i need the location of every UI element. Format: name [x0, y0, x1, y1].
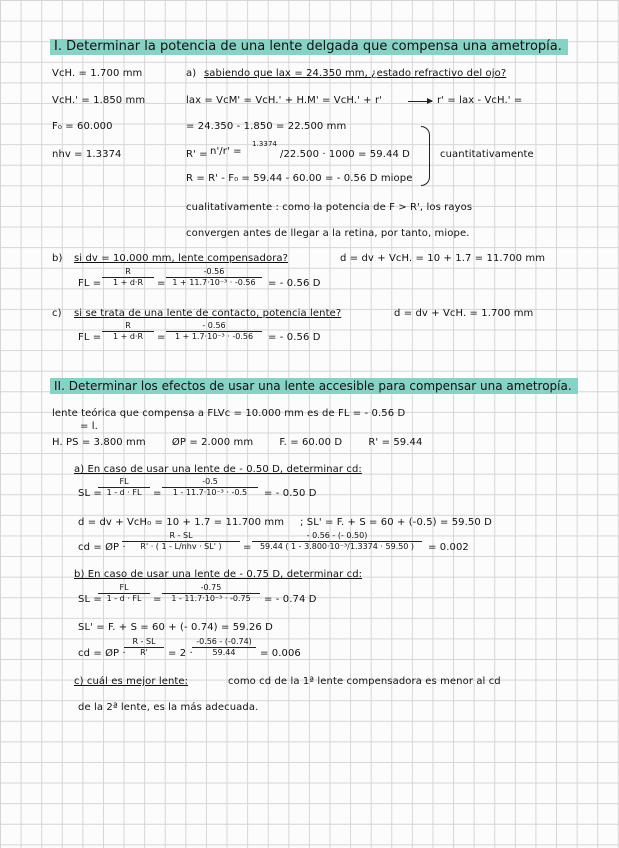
section-2-title: II. Determinar los efectos de usar una lente accesible para compensar una ametropía.	[50, 378, 578, 394]
s2-b-sl-label: SL =	[78, 594, 102, 605]
s2-a-cd-fraction-2	[252, 531, 422, 552]
c-fraction-2-den: 1 + 1.7·10⁻³ · -0.56	[174, 332, 254, 341]
s2-b-cd-fraction-1	[124, 637, 164, 658]
question-c-distance: d = dv + VcH. = 1.700 mm	[394, 308, 534, 319]
theoretical-lens-l: = l.	[80, 421, 98, 432]
equation-r-prime: r' = lax - VcH.' =	[437, 95, 523, 106]
c-fraction-1-den: 1 + d·R	[112, 332, 144, 341]
c-fraction-1-num: R	[125, 321, 131, 330]
s2-a-cd-fraction-2-num: - 0.56 - (- 0.50)	[306, 531, 368, 540]
b-fraction-2	[166, 267, 262, 288]
equation-R: R = R' - F₀ = 59.44 - 60.00 = - 0.56 D miope	[186, 173, 413, 184]
s2-b-cd-fraction-1-den: R'	[140, 648, 148, 657]
question-b-distance: d = dv + VcH. = 10 + 1.7 = 11.700 mm	[340, 253, 546, 264]
s2-a-cd-fraction-1-num: R - SL	[169, 531, 193, 540]
b-fraction-1	[102, 267, 154, 288]
s2-a-fraction-2	[162, 477, 258, 498]
s2-c-answer-1: como cd de la 1ª lente compensadora es menor al cd	[228, 676, 501, 687]
c-fraction-2	[166, 321, 262, 342]
given-vch-prime: VcH.' = 1.850 mm	[52, 95, 146, 106]
s2-a-equals: =	[153, 488, 162, 499]
s2-b-fraction-2	[162, 583, 260, 604]
s2-b-cd-mid: = 2 ·	[168, 648, 193, 659]
s2-a-fraction-2-num: -0.5	[202, 477, 218, 486]
s2-a-cd-fraction-2-den: 59.44 ( 1 - 3.800·10⁻³/1.3374 · 59.50 )	[259, 542, 415, 551]
s2-b-cd-fraction-2-num: -0.56 - (-0.74)	[196, 637, 252, 646]
c-result: = - 0.56 D	[268, 332, 321, 343]
implies-arrow	[408, 101, 432, 102]
question-b-text: si dv = 10.000 mm, lente compensadora?	[74, 253, 289, 264]
theoretical-lens-line: lente teórica que compensa a FLVc = 10.000 mm es de FL = - 0.56 D	[52, 408, 406, 419]
s2-a-sl-label: SL =	[78, 488, 102, 499]
s2-a-distance: d = dv + VcH₀ = 10 + 1.7 = 11.700 mm	[78, 517, 285, 528]
qualitative-line-2: convergen antes de llegar a la retina, por tanto, miope.	[186, 228, 470, 239]
b-result: = - 0.56 D	[268, 278, 321, 289]
s2-a-result: = - 0.50 D	[264, 488, 317, 499]
c-fraction-1	[102, 321, 154, 342]
section-1-title: I. Determinar la potencia de una lente delgada que compensa una ametropía.	[50, 39, 568, 55]
s2-b-fraction-1	[98, 583, 150, 604]
b-equals: =	[157, 278, 166, 289]
equation-R-prime-exp: 1.3374	[252, 140, 278, 148]
s2-b-cd-label: cd = ØP ·	[78, 648, 126, 659]
b-fl-label: FL =	[78, 278, 102, 289]
quantitative-label: cuantitativamente	[440, 149, 534, 160]
c-fl-label: FL =	[78, 332, 102, 343]
s2-b-cd-fraction-2	[192, 637, 256, 658]
given-vch: VcH. = 1.700 mm	[52, 68, 143, 79]
s2-a-cd-result: = 0.002	[428, 542, 469, 553]
s2-a-sl-prime: ; SL' = F. + S = 60 + (-0.5) = 59.50 D	[300, 517, 492, 528]
s2-b-cd-result: = 0.006	[260, 648, 301, 659]
s2-b-fraction-2-num: -0.75	[200, 583, 222, 592]
question-a-label: a)	[186, 68, 197, 79]
equation-lax: lax = VcM' = VcH.' + H.M' = VcH.' + r'	[186, 95, 383, 106]
s2-question-b: b) En caso de usar una lente de - 0.75 D, determinar cd:	[74, 569, 363, 580]
s2-a-fraction-2-den: 1 - 11.7·10⁻³ · -0.5	[172, 488, 248, 497]
s2-a-cd-fraction-1-den: R' · ( 1 - L/nhv · SL' )	[140, 542, 222, 551]
s2-b-fraction-2-den: 1 - 11.7·10⁻³ · -0.75	[171, 594, 251, 603]
b-fraction-1-den: 1 + d·R	[112, 278, 144, 287]
equation-R-prime-rest: /22.500 · 1000 = 59.44 D	[280, 149, 410, 160]
s2-a-fraction-1-num: FL	[119, 477, 129, 486]
section-2-givens: H. PS = 3.800 mm ØP = 2.000 mm F. = 60.00 D R' = 59.44	[52, 437, 423, 448]
equation-R-prime-label: R' =	[186, 149, 208, 160]
s2-a-fraction-1	[98, 477, 150, 498]
s2-a-cd-equals: =	[243, 542, 252, 553]
b-fraction-2-num: -0.56	[203, 267, 225, 276]
s2-b-sl-prime: SL' = F. + S = 60 + (- 0.74) = 59.26 D	[78, 622, 273, 633]
c-fraction-2-num: - 0.56	[202, 321, 226, 330]
b-fraction-2-den: 1 + 11.7·10⁻³ · -0.56	[172, 278, 256, 287]
s2-c-answer-2: de la 2ª lente, es la más adecuada.	[78, 702, 259, 713]
s2-b-fraction-1-num: FL	[119, 583, 129, 592]
question-b-label: b)	[52, 253, 63, 264]
b-fraction-1-num: R	[125, 267, 131, 276]
question-a-text: sabiendo que lax = 24.350 mm, ¿estado refractivo del ojo?	[204, 68, 507, 79]
equation-R-prime-frac: n'/r' =	[210, 146, 242, 157]
s2-question-a: a) En caso de usar una lente de - 0.50 D, determinar cd:	[74, 464, 362, 475]
question-c-text: si se trata de una lente de contacto, potencia lente?	[74, 308, 342, 319]
equation-r-value: = 24.350 - 1.850 = 22.500 mm	[186, 121, 347, 132]
s2-a-cd-label: cd = ØP ·	[78, 542, 126, 553]
s2-b-fraction-1-den: 1 - d · FL	[106, 594, 142, 603]
s2-b-equals: =	[153, 594, 162, 605]
s2-a-fraction-1-den: 1 - d · FL	[106, 488, 142, 497]
curly-brace	[421, 126, 430, 186]
question-c-label: c)	[52, 308, 62, 319]
s2-a-cd-fraction-1	[122, 531, 240, 552]
s2-b-cd-fraction-1-num: R - SL	[132, 637, 156, 646]
s2-b-cd-fraction-2-den: 59.44	[212, 648, 236, 657]
c-equals: =	[157, 332, 166, 343]
given-f0: F₀ = 60.000	[52, 121, 113, 132]
qualitative-line-1: cualitativamente : como la potencia de F > R', los rayos	[186, 202, 473, 213]
given-nhv: nhv = 1.3374	[52, 149, 122, 160]
s2-question-c: c) cuál es mejor lente:	[74, 676, 189, 687]
s2-b-result: = - 0.74 D	[264, 594, 317, 605]
